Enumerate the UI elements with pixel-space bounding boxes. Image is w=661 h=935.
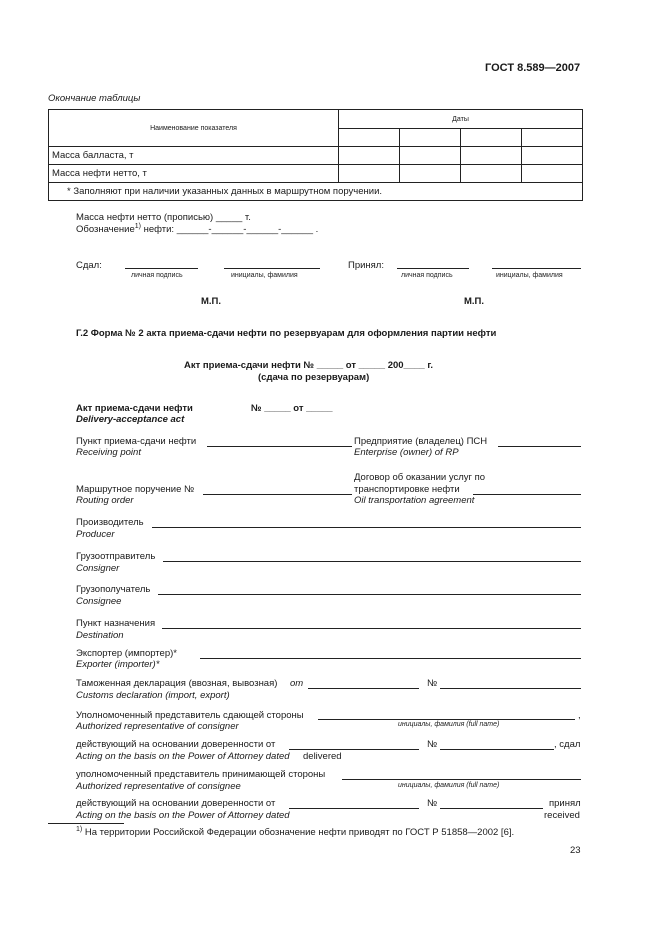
accepted-label: Принял: [348,260,384,271]
contract-field[interactable] [473,494,581,495]
poa2-no: № [427,798,438,809]
act-label-en: Delivery-acceptance act [76,414,185,425]
consigner-en: Consigner [76,563,120,574]
data-table [48,109,583,201]
oil-designation-label: Обозначение [76,224,135,236]
stamp-place: М.П. [201,296,222,307]
auth-consigner-en: Authorized representative of consigner [76,721,239,732]
poa2-number-field[interactable] [440,808,543,809]
enterprise-field[interactable] [498,446,581,447]
received-word: received [544,810,580,821]
exporter-en: Exporter (importer)* [76,659,160,670]
initials-caption: инициалы, фамилия [231,272,298,279]
row-label: Масса балласта, т [49,147,339,165]
auth-consigner-label: Уполномоченный представитель сдающей стороны [76,710,304,721]
poa-no: № [427,739,438,750]
producer-en: Producer [76,529,115,540]
act-subtitle: (сдача по резервуарам) [258,372,370,383]
sign-line [224,268,320,269]
date-cell [399,129,460,147]
sign-line [125,268,198,269]
receiving-point-en: Receiving point [76,447,141,458]
contract-label-1: Договор об оказании услуг по [354,472,486,483]
receiving-point-label: Пункт приема-сдачи нефти [76,436,197,447]
poa2-label: действующий на основании доверенности от [76,798,276,809]
comma: , [578,710,581,721]
footnote-ref: 1) [134,223,141,230]
act-title: Акт приема-сдачи нефти № _____ от _____ 200____ г. [184,360,433,371]
table-caption: Окончание таблицы [48,93,141,104]
routing-en: Routing order [76,495,134,506]
initials-full-caption: инициалы, фамилия (full name) [398,782,500,789]
customs-en: Customs declaration (import, export) [76,690,230,701]
routing-label: Маршрутное поручение № [76,484,195,495]
initials-caption: инициалы, фамилия [496,272,563,279]
handed-word: , сдал [554,739,581,750]
poa-date-field[interactable] [289,749,419,750]
enterprise-label: Предприятие (владелец) ПСН [354,436,488,447]
row-label: Масса нефти нетто, т [49,165,339,183]
poa-number-field[interactable] [440,749,554,750]
sign-line [397,268,469,269]
contract-en: Oil transportation agreement [354,495,475,506]
act-label: Акт приема-сдачи нефти [76,403,193,414]
consignee-field[interactable] [158,594,581,595]
enterprise-en: Enterprise (owner) of RP [354,447,459,458]
handed-label: Сдал: [76,260,102,271]
footnote-text: На территории Российской Федерации обозначение нефти приводят по ГОСТ Р 51858—2002 [6]. [84,827,515,839]
page-number: 23 [570,845,581,856]
delivered-word: delivered [303,751,342,762]
mass-in-words: Масса нефти нетто (прописью) _____ т. [76,212,251,223]
exporter-field[interactable] [200,658,581,659]
stamp-place: М.П. [464,296,485,307]
table-row [49,165,583,183]
exporter-label: Экспортер (импортер)* [76,648,177,659]
oil-designation [76,223,318,235]
poa2-en: Acting on the basis on the Power of Attorney dated [76,810,290,821]
auth-consignee-field[interactable] [342,779,581,780]
routing-field[interactable] [203,494,352,495]
table-footnote: * Заполняют при наличии указанных данных в маршрутном поручении. [49,183,583,201]
poa2-date-field[interactable] [289,808,419,809]
consigner-label: Грузоотправитель [76,551,156,562]
sign-line [492,268,581,269]
destination-en: Destination [76,630,124,641]
customs-date-field[interactable] [308,688,419,689]
customs-from: от [290,678,304,689]
date-cell [339,129,400,147]
customs-no: № [427,678,438,689]
customs-label: Таможенная декларация (ввозная, вывозная) [76,678,278,689]
producer-label: Производитель [76,517,144,528]
date-cell [460,129,521,147]
column-header: Наименование показателя [49,110,339,147]
consignee-en: Consignee [76,596,122,607]
consigner-field[interactable] [163,561,581,562]
dates-header: Даты [339,110,583,129]
poa-en: Acting on the basis on the Power of Attorney dated [76,751,290,762]
destination-label: Пункт назначения [76,618,156,629]
date-cell [521,129,582,147]
auth-consigner-field[interactable] [318,719,575,720]
act-number-date: № _____ от _____ [251,403,333,414]
initials-full-caption: инициалы, фамилия (full name) [398,721,500,728]
poa-label: действующий на основании доверенности от [76,739,276,750]
auth-consignee-en: Authorized representative of consignee [76,781,241,792]
standard-header: ГОСТ 8.589—2007 [485,62,581,74]
customs-number-field[interactable] [440,688,581,689]
producer-field[interactable] [152,527,581,528]
consignee-label: Грузополучатель [76,584,151,595]
table-row [49,147,583,165]
footnote-mark: 1) [76,826,83,833]
auth-consignee-label: уполномоченный представитель принимающей стороны [76,769,326,780]
destination-field[interactable] [162,628,581,629]
accepted-word: принял [549,798,581,809]
page-footnote [76,826,514,838]
personal-sig-caption: личная подпись [401,272,453,279]
receiving-point-field[interactable] [207,446,352,447]
personal-sig-caption: личная подпись [131,272,183,279]
contract-label-2: транспортировке нефти [354,484,460,495]
footnote-divider [48,823,124,824]
table-footnote-row [49,183,583,201]
oil-designation-fields: нефти: ______-______-______-______ . [141,224,319,236]
section-title: Г.2 Форма № 2 акта приема-сдачи нефти по резервуарам для оформления партии нефти [76,328,497,339]
